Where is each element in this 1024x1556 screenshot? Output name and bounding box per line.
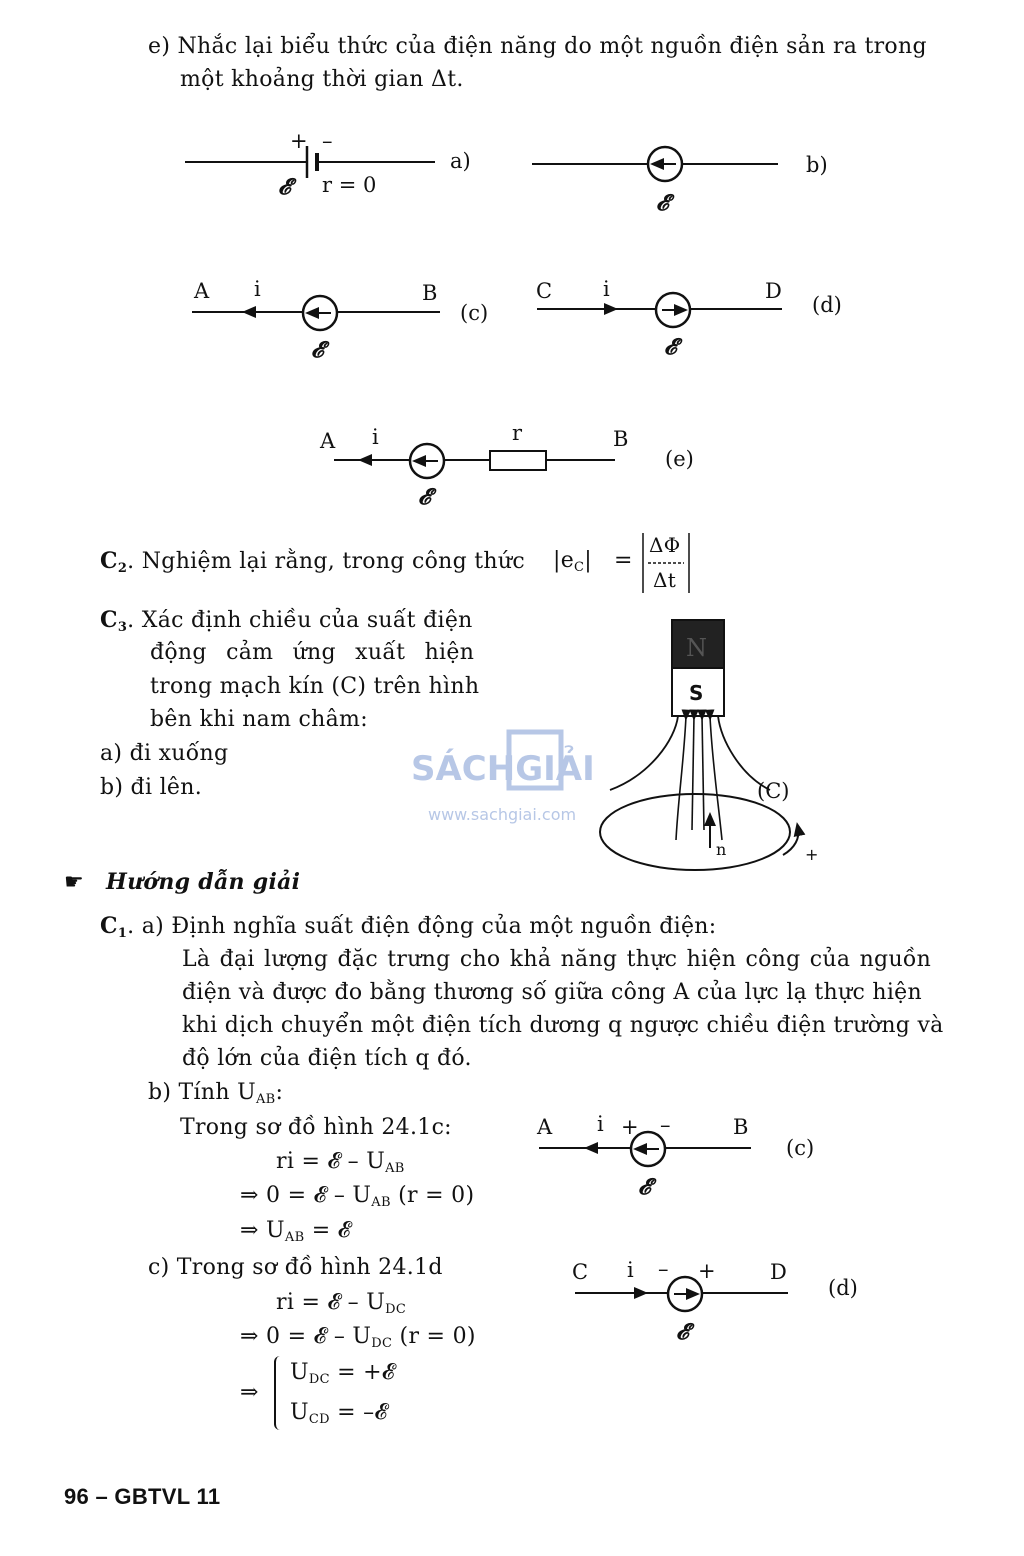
b-eq-2: ⇒ 0 = 𝓔 – $U_{AB}$ (r = 0): [240, 1183, 475, 1210]
guide-figure-d-emf: 𝓔: [676, 1319, 689, 1345]
c3-line-2: động cảm ứng xuất hiện: [150, 640, 475, 665]
c2-lhs: $|e_C|$: [553, 548, 593, 575]
intro-line-2: một khoảng thời gian Δt.: [180, 67, 464, 92]
b-scheme: Trong sơ đồ hình 24.1c:: [180, 1115, 452, 1140]
guide-figure-d-minus: –: [658, 1257, 669, 1281]
c-title: c) Trong sơ đồ hình 24.1d: [148, 1255, 443, 1280]
c-system-2: $U_{CD}$ = –𝓔: [290, 1400, 388, 1427]
c3-line-1: $C_3$. Xác định chiều của suất điện: [100, 607, 473, 635]
intro-line-1: e) Nhắc lại biểu thức của điện năng do một nguồn điện sản ra trong: [148, 34, 927, 59]
c3-line-3: trong mạch kín (C) trên hình: [150, 674, 480, 699]
c1-para-1: Là đại lượng đặc trưng cho khả năng thực hiện công của nguồn: [182, 947, 932, 972]
figure-e-right: B: [613, 427, 629, 451]
guide-figure-d: [572, 1257, 858, 1345]
guide-figure-c: [536, 1112, 814, 1200]
guide-figure-c-emf: 𝓔: [638, 1174, 651, 1200]
guide-figure-d-label: (d): [828, 1276, 858, 1300]
figure-d-left: C: [536, 279, 553, 303]
c-system-arrow: ⇒: [240, 1380, 259, 1405]
guide-figure-d-current: i: [627, 1258, 634, 1282]
loop-label: (C): [757, 779, 790, 803]
normal-label: n: [716, 840, 727, 859]
figure-c-current: i: [254, 277, 261, 301]
figure-a-minus: –: [322, 129, 333, 153]
figure-c-left: A: [194, 279, 210, 303]
guide-figure-d-left: C: [572, 1260, 589, 1284]
figure-e-label: (e): [665, 447, 694, 471]
c1-para-2: điện và được đo bằng thương số giữa công A của lực lạ thực hiện: [182, 980, 922, 1005]
figure-c-label: (c): [460, 301, 489, 325]
magnet-n-label: N: [686, 634, 707, 662]
figure-b-label: b): [806, 153, 828, 177]
c3-line-4: bên khi nam châm:: [150, 707, 368, 732]
c2-eq: =: [614, 548, 633, 573]
figure-c-emf: 𝓔: [311, 337, 324, 363]
guide-heading: Hướng dẫn giải: [106, 869, 301, 895]
c1-a-line: $C_1$. a) Định nghĩa suất điện động của một nguồn điện:: [100, 913, 717, 941]
figure-d-current: i: [603, 277, 610, 301]
guide-figure-c-current: i: [597, 1112, 604, 1136]
guide-figure-d-right: D: [770, 1260, 787, 1284]
figure-a-label: a): [450, 149, 471, 173]
figure-a-r: r = 0: [322, 173, 377, 197]
watermark-url: www.sachgiai.com: [428, 805, 577, 824]
c2-denominator: Δt: [653, 568, 677, 592]
c2-numerator: ΔΦ: [649, 533, 681, 557]
c-system-1: $U_{DC}$ = +𝓔: [290, 1360, 395, 1387]
c1-para-4: độ lớn của điện tích q đó.: [182, 1046, 472, 1071]
b-title: b) Tính $U_{AB}$:: [148, 1080, 284, 1107]
figure-a-emf: 𝓔: [278, 174, 291, 200]
figure-d-emf: 𝓔: [664, 334, 677, 360]
magnet-s-label: S: [689, 681, 704, 705]
guide-figure-c-plus: +: [621, 1115, 639, 1139]
guide-figure-c-minus: –: [660, 1113, 671, 1137]
figure-e-emf: 𝓔: [418, 484, 431, 510]
figure-b-emf: 𝓔: [656, 190, 669, 216]
figure-c-right: B: [422, 281, 438, 305]
c-eq-2: ⇒ 0 = 𝓔 – $U_{DC}$ (r = 0): [240, 1324, 476, 1351]
watermark-brand: SÁCHGIẢI: [411, 749, 595, 789]
page-footer: 96 – GBTVL 11: [64, 1484, 221, 1509]
b-eq-3: ⇒ $U_{AB}$ = 𝓔: [240, 1218, 351, 1245]
guide-figure-c-left: A: [537, 1115, 553, 1139]
c3-option-a: a) đi xuống: [100, 741, 229, 766]
figure-d-label: (d): [812, 293, 842, 317]
positive-sign: +: [805, 845, 819, 864]
b-eq-1: ri = 𝓔 – $U_{AB}$: [276, 1149, 405, 1176]
c-eq-1: ri = 𝓔 – $U_{DC}$: [276, 1290, 407, 1317]
figure-d-right: D: [765, 279, 782, 303]
c2-text: $C_2$. Nghiệm lại rằng, trong công thức: [100, 548, 525, 576]
c3-option-b: b) đi lên.: [100, 775, 202, 800]
guide-figure-c-label: (c): [786, 1136, 815, 1160]
figure-e-left: A: [320, 429, 336, 453]
c1-para-3: khi dịch chuyển một điện tích dương q ngược chiều điện trường và: [182, 1013, 944, 1038]
guide-figure-c-right: B: [733, 1115, 749, 1139]
guide-hand-icon: ☛: [64, 870, 84, 895]
figure-e-current: i: [372, 425, 379, 449]
guide-figure-d-plus: +: [698, 1259, 716, 1283]
figure-e-resistor: r: [512, 421, 523, 445]
figure-a-plus: +: [290, 129, 308, 153]
